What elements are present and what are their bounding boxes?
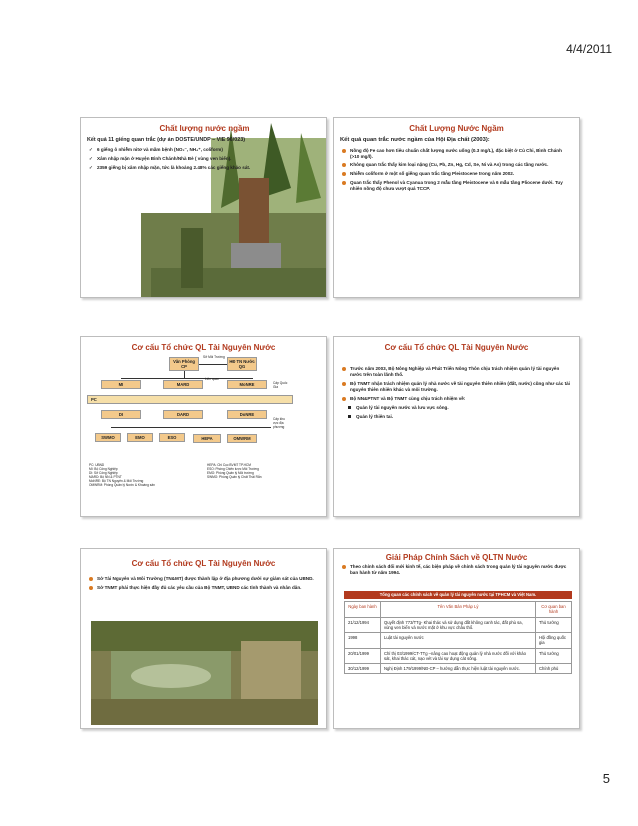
slide-title: Cơ cấu Tổ chức QL Tài Nguyên Nước <box>131 343 276 352</box>
box-vpcp: Văn Phòng CP <box>169 357 199 371</box>
box-donre: DoNRE <box>227 410 267 419</box>
slide-subtitle: Kết quả quan trắc nước ngầm của Hội Địa chất (2003): <box>340 137 490 143</box>
slide-subtitle: Kết quả 11 giếng quan trắc (dự án DOSTE/UNDP – VIE 96/023) <box>87 137 246 143</box>
intro-bullet: Theo chính sách đổi mới kinh tế, các biện pháp về chính sách trong quản lý tài nguyên nước được ban hành từ năm 1994. <box>342 564 571 576</box>
slide-org-chart <box>80 336 327 517</box>
box-swmo: SWMO <box>95 433 121 442</box>
table-banner: Tổng quan các chính sách về quản lý tài nguyên nước tại TPHCM và Việt Nam. <box>344 591 572 599</box>
bullet: Trước năm 2003, Bộ Nông Nghiệp và Phát Triển Nông Thôn chịu trách nhiệm quản lý tài nguyên nước trên toàn lãnh thổ. <box>342 366 571 378</box>
box-monre: MoNRE <box>227 380 267 389</box>
note-local: Cấp khu vực địa phương <box>273 417 285 429</box>
table-header-row <box>345 602 572 618</box>
box-pc: PC <box>87 395 293 404</box>
slide-title: Giải Pháp Chính Sách về QLTN Nước <box>385 553 528 562</box>
note-related: Liên quan <box>205 377 220 381</box>
note-national: Cấp Quốc Gia <box>273 381 288 389</box>
slide-groundwater-quality <box>80 117 327 298</box>
bullet: ✓ 2359 giếng bị xâm nhập mặn, tức là khoảng 2.48% các giếng khảo sát. <box>89 165 263 171</box>
box-hdtn: HĐ TN Nước QG <box>227 357 257 371</box>
slide-local-department <box>80 548 327 729</box>
bullet: Bộ TNMT nhận trách nhiệm quản lý nhà nước về tài nguyên thiên nhiên (đất, nước) cũng như các tài nguyên thiên nhiên khác và môi trường. <box>342 381 571 393</box>
policy-table <box>344 601 572 674</box>
box-mard: MARD <box>163 380 203 389</box>
slide-groundwater-monitoring <box>333 117 580 298</box>
box-hepa: HEPA <box>193 434 221 443</box>
sub-bullet: Quản lý tài nguyên nước và lưu vực sông. <box>342 405 571 411</box>
slide-title: Cơ cấu Tổ chức QL Tài Nguyên Nước <box>384 343 529 352</box>
col-agency: Cơ quan ban hành <box>536 602 572 618</box>
bullet: Bộ NN&PTNT và Bộ TNMT cùng chịu trách nhiệm về: <box>342 396 571 402</box>
sub-bullet: Quản lý thiên tai. <box>342 414 571 420</box>
note-top: Sở Môi Trường <box>203 355 225 359</box>
bullet: Sở TNMT phải thực hiện đầy đủ các yêu cầu của Bộ TNMT, UBND các tỉnh thành và nhân dân. <box>89 585 318 591</box>
bullet: Nồng độ Fe cao hơn tiêu chuẩn chất lượng nước uống (0.3 mg/L), đặc biệt ở Củ Chi, Bình Chánh (>10 mg/l). <box>342 148 571 160</box>
table-row: 21/12/1994 Quyết định 773/TTg- Khai thác và sử dụng đất không canh tác, đất phù sa, vùng ven biển và nước mặt ở khu vực châu thổ. Thủ tướng <box>345 617 572 633</box>
table-row: 1998 Luật tài nguyên nước Hội đồng quốc gia <box>345 633 572 649</box>
bullet: ✓ Xâm nhập mặn ở Huyện Bình Chánh/Nhà Bè ( vùng ven biển). <box>89 156 263 162</box>
bullet: Nhiễm coliform ở một số giếng quan trắc tầng Pleistocene trong năm 2002. <box>342 171 571 177</box>
bullet: Không quan trắc thấy kim loại nặng (Cu, Pb, Zn, Hg, Cd, Se, Ni và As) trong các tầng nước. <box>342 162 571 168</box>
bullet: ✓ 6 giếng ô nhiễm nitơ và mầm bệnh (NO₂⁻, NH₄⁺, coliform) <box>89 147 263 153</box>
slide-title: Chất lượng nước ngầm <box>159 124 250 133</box>
legend-right: HEPA: Chi Cục BVMT TP.HCM ESO: Phòng Chiến lược Môi Trường EMO: Phòng Quản lý Môi trường SWMO: Phòng Quản lý Chất Thải Rắn <box>207 463 262 479</box>
table-row: 30/12/1999 Nghị Định 179/1999/NĐ-CP – hướng dẫn thực hiện luật tài nguyên nước. Chính phủ <box>345 664 572 674</box>
box-dard: DARD <box>163 410 203 419</box>
water-photo <box>91 621 318 725</box>
slide-org-responsibilities <box>333 336 580 517</box>
box-omwrm: OMWRM <box>227 434 257 443</box>
page-number: 5 <box>602 771 610 786</box>
col-date: Ngày ban hành <box>345 602 381 618</box>
box-eso: ESO <box>159 433 185 442</box>
print-date: 4/4/2011 <box>566 42 612 56</box>
legend-left: PC: UBND MI: Bộ Công Nghiệp DI: Sở Công Nghiệp MARD: Bộ NN & PTNT MoNRE: Bộ TN Nguyên & Môi Trường OMWRM: Phòng Quản lý Nước & Khoáng sản <box>89 463 155 487</box>
box-di: DI <box>101 410 141 419</box>
box-emo: EMO <box>127 433 153 442</box>
slide-policy-solutions <box>333 548 580 729</box>
slide-title: Cơ cấu Tổ chức QL Tài Nguyên Nước <box>131 559 276 568</box>
bullet: Sở Tài Nguyên và Môi Trường (TN&MT) được thành lập ở địa phương dưới sự giám sát của UBND. <box>89 576 318 582</box>
box-mi: MI <box>101 380 141 389</box>
col-document: Tên Văn Bản Pháp Lý <box>381 602 536 618</box>
table-row: 20/01/1999 Chỉ thị 03/1999/CT-TTg –nâng cao hoạt động quản lý nhà nước đối với khảo sát, khai thác cát, nạo vét và tài sự dụng cát sông. Thủ tướng <box>345 648 572 664</box>
slide-title: Chất Lượng Nước Ngầm <box>409 124 504 133</box>
bullet: Quan trắc thấy Phenol và Cyanua trong 2 mẫu tầng Pleistocene và 6 mẫu tầng Pliocene dưới. Tuy nhiên nồng độ chưa vượt quá TCCP. <box>342 180 571 192</box>
